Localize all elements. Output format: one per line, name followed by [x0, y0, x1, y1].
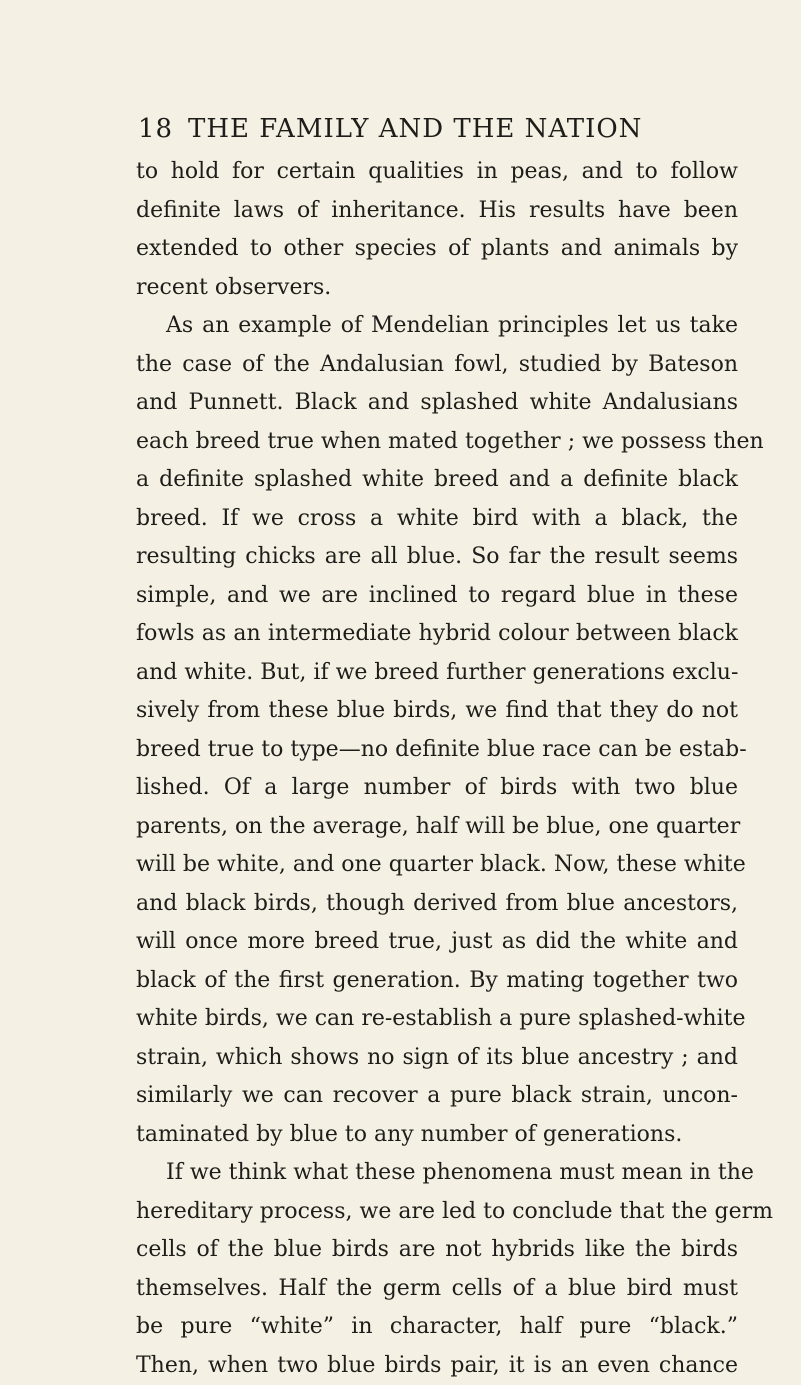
- text-line: resulting chicks are all blue. So far the result seems: [136, 538, 738, 577]
- text-line: will be white, and one quarter black. Now, these white: [136, 846, 738, 885]
- text-line: lished. Of a large number of birds with two blue: [136, 769, 738, 808]
- text-line: strain, which shows no sign of its blue ancestry ; and: [136, 1039, 738, 1078]
- text-line: parents, on the average, half will be blue, one quarter: [136, 808, 738, 847]
- text-line: extended to other species of plants and animals by: [136, 230, 738, 269]
- text-line: each breed true when mated together ; we possess then: [136, 423, 738, 462]
- text-line: will once more breed true, just as did the white and: [136, 923, 738, 962]
- text-line: a definite splashed white breed and a definite black: [136, 461, 738, 500]
- text-line: hereditary process, we are led to conclude that the germ: [136, 1193, 738, 1232]
- text-line: black of the first generation. By mating together two: [136, 962, 738, 1001]
- text-line: themselves. Half the germ cells of a blue bird must: [136, 1270, 738, 1309]
- text-line: the case of the Andalusian fowl, studied by Bateson: [136, 346, 738, 385]
- text-line: simple, and we are inclined to regard blue in these: [136, 577, 738, 616]
- text-line: and Punnett. Black and splashed white Andalusians: [136, 384, 738, 423]
- running-title: THE FAMILY AND THE NATION: [188, 106, 642, 152]
- text-line: white birds, we can re-establish a pure splashed-white: [136, 1000, 738, 1039]
- text-line: and black birds, though derived from blue ancestors,: [136, 885, 738, 924]
- text-line: be pure “white” in character, half pure “black.”: [136, 1308, 738, 1347]
- text-line: definite laws of inheritance. His results have been: [136, 192, 738, 231]
- page-number: 18: [138, 106, 178, 152]
- text-line: If we think what these phenomena must mean in the: [136, 1154, 738, 1193]
- text-line: and white. But, if we breed further generations exclu-: [136, 654, 738, 693]
- text-line: recent observers.: [136, 269, 738, 308]
- running-head: [138, 106, 698, 152]
- text-line: taminated by blue to any number of generations.: [136, 1116, 738, 1155]
- body-text: [136, 153, 738, 1385]
- text-line: fowls as an intermediate hybrid colour between black: [136, 615, 738, 654]
- text-line: As an example of Mendelian principles let us take: [136, 307, 738, 346]
- text-line: to hold for certain qualities in peas, and to follow: [136, 153, 738, 192]
- text-line: Then, when two blue birds pair, it is an even chance: [136, 1347, 738, 1385]
- text-line: cells of the blue birds are not hybrids like the birds: [136, 1231, 738, 1270]
- text-line: breed true to type—no definite blue race can be estab-: [136, 731, 738, 770]
- text-line: similarly we can recover a pure black strain, uncon-: [136, 1077, 738, 1116]
- text-line: breed. If we cross a white bird with a black, the: [136, 500, 738, 539]
- text-line: sively from these blue birds, we find that they do not: [136, 692, 738, 731]
